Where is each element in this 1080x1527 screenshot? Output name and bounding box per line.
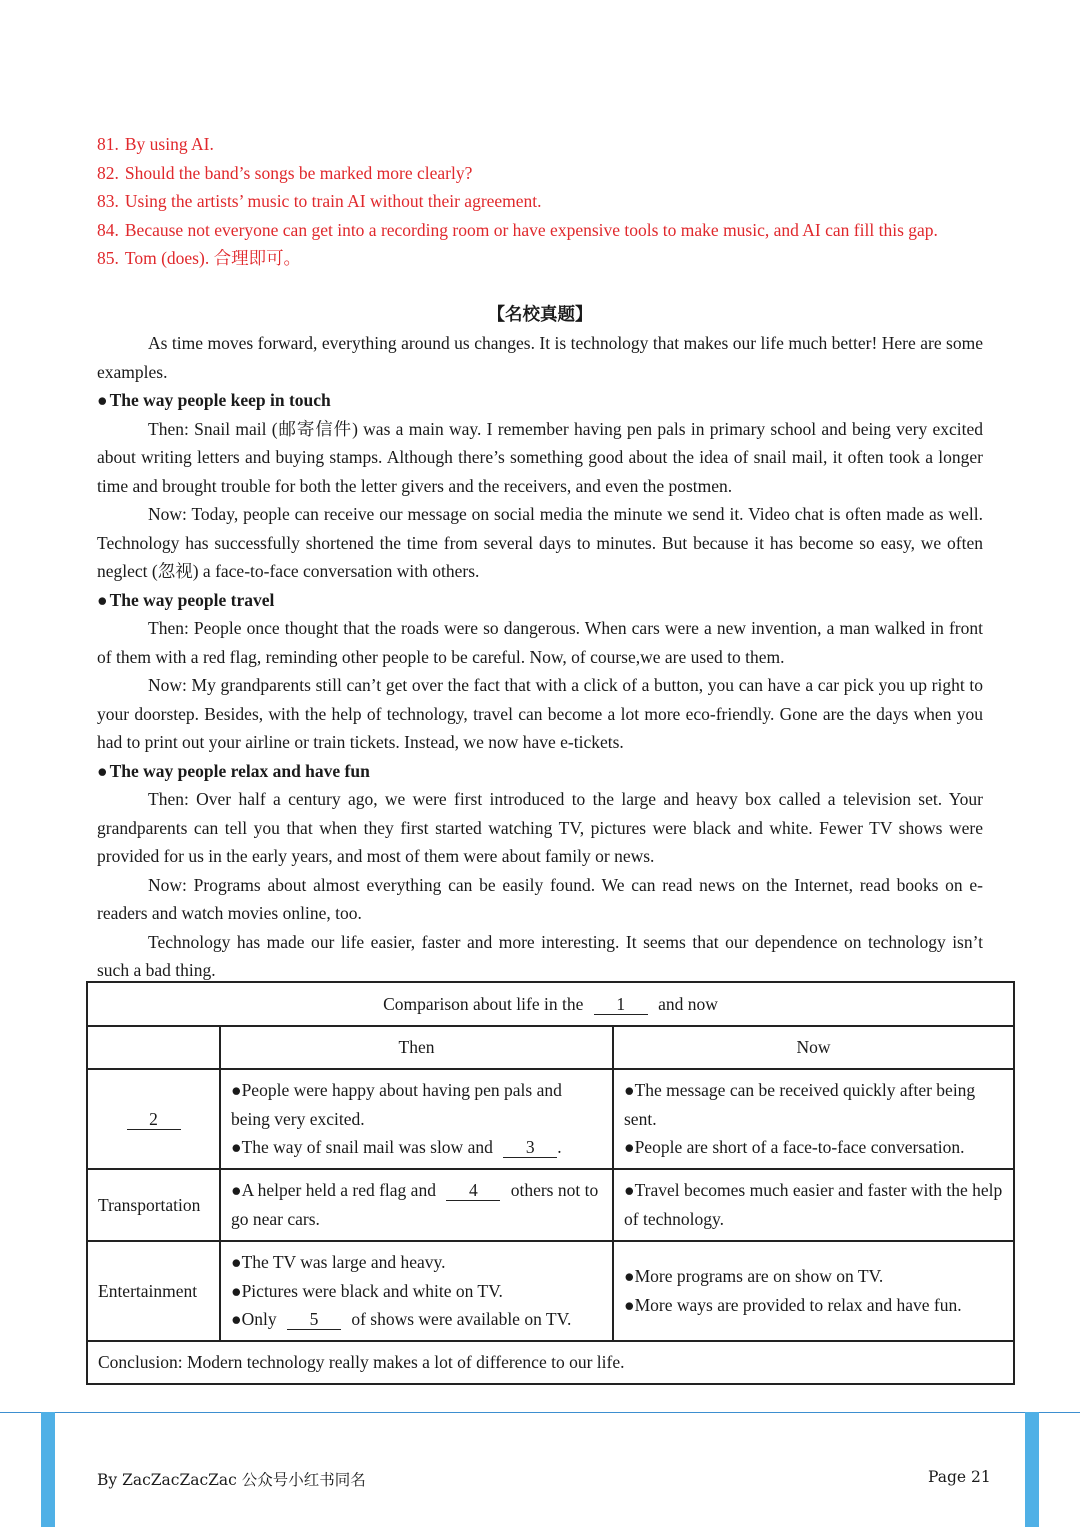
footer-left-bar [41, 1412, 55, 1527]
list-item: ●Only 5 of shows were available on TV. [231, 1309, 572, 1330]
footer-right-bar [1025, 1412, 1039, 1527]
list-item: ●The way of snail mail was slow and 3 . [231, 1137, 562, 1158]
table-row [87, 1069, 1014, 1169]
paragraph: Then: People once thought that the roads were so dangerous. When cars were a new invention, a man walked in front of them with a red flag, reminding other people to be careful. Now, of course,we are used to them. [97, 618, 983, 667]
answer-83: 83. Using the artists’ music to train AI without their agreement. [97, 191, 542, 212]
row-label [87, 1069, 220, 1169]
conclusion-paragraph: Technology has made our life easier, faster and more interesting. It seems that our dependence on technology isn’t such a bad thing. [97, 931, 983, 980]
table-title: Comparison about life in the 1 and now [87, 982, 1014, 1026]
paragraph: Now: Today, people can receive our message on social media the minute we send it. Video chat is often made as well. Technology has successfully shortened the time from several days to minutes. But because it has become so easy, we often neglect (忽视) a face-to-face conversation with others. [97, 504, 983, 581]
list-item: ●The TV was large and heavy. [231, 1252, 446, 1273]
blank-5: 5 [287, 1309, 341, 1330]
blank-2: 2 [127, 1109, 181, 1130]
now-cell [613, 1169, 1014, 1241]
subheading-travel: ● The way people travel [97, 589, 275, 610]
answer-85: 85. Tom (does). 合理即可。 [97, 248, 302, 269]
now-cell [613, 1069, 1014, 1169]
subheading-keep-in-touch: ● The way people keep in touch [97, 390, 331, 410]
list-item: ●More programs are on show on TV. [624, 1266, 884, 1287]
footer-divider [0, 1412, 1080, 1413]
page-number: Page 21 [928, 1468, 991, 1486]
answer-82: 82. Should the band’s songs be marked more clearly? [97, 162, 473, 183]
header-empty-cell [87, 1026, 220, 1069]
list-item: ●The message can be received quickly after being sent. [624, 1080, 976, 1129]
then-cell [220, 1069, 613, 1169]
subheading-relax: ● The way people relax and have fun [97, 760, 370, 781]
row-label: Entertainment [87, 1241, 220, 1341]
answer-key [97, 130, 997, 273]
table-conclusion: Conclusion: Modern technology really makes a lot of difference to our life. [87, 1341, 1014, 1384]
now-cell [613, 1241, 1014, 1341]
paragraph: Then: Over half a century ago, we were first introduced to the large and heavy box called a television set. Your grandparents can tell you that when they first started watching TV, pictures were black and white. Fewer TV shows were provided for us in the early years, and most of them were about family or news. [97, 789, 983, 866]
intro-paragraph: As time moves forward, everything around us changes. It is technology that makes our life much better! Here are some examples. [97, 333, 983, 382]
list-item: ●Pictures were black and white on TV. [231, 1280, 503, 1301]
list-item: ●A helper held a red flag and 4 others not to go near cars. [231, 1180, 599, 1229]
answer-81: 81. By using AI. [97, 134, 214, 154]
table-row [87, 1241, 1014, 1341]
header-then: Then [220, 1026, 613, 1069]
table-conclusion-row [87, 1341, 1014, 1384]
blank-4: 4 [446, 1180, 500, 1201]
table-title-row [87, 982, 1014, 1026]
paragraph: Now: My grandparents still can’t get over the fact that with a click of a button, you can have a car pick you up right to your doorstep. Besides, with the help of technology, travel can become a lot more eco-friendly. Gone are the days when you had to print out your airline or train tickets. Instead, we now have e-tickets. [97, 675, 983, 752]
list-item: ●More ways are provided to relax and have fun. [624, 1295, 962, 1315]
reading-passage [97, 299, 983, 985]
header-now: Now [613, 1026, 1014, 1069]
row-label: Transportation [87, 1169, 220, 1241]
comparison-table [86, 981, 1015, 1385]
section-heading: 【名校真题】 [487, 304, 593, 324]
blank-3: 3 [503, 1137, 557, 1158]
list-item: ●People are short of a face-to-face conversation. [624, 1137, 965, 1158]
list-item: ●People were happy about having pen pals and being very excited. [231, 1080, 562, 1129]
then-cell [220, 1169, 613, 1241]
footer-credit: By ZacZacZacZac 公众号小红书同名 [97, 1471, 366, 1489]
table-header-row [87, 1026, 1014, 1069]
list-item: ●Travel becomes much easier and faster with the help of technology. [624, 1180, 1003, 1229]
then-cell [220, 1241, 613, 1341]
paragraph: Now: Programs about almost everything can be easily found. We can read news on the Internet, read books on e-readers and watch movies online, too. [97, 874, 983, 923]
blank-1: 1 [594, 994, 648, 1015]
answer-84: 84. Because not everyone can get into a recording room or have expensive tools to make music, and AI can fill this gap. [97, 219, 938, 240]
paragraph: Then: Snail mail (邮寄信件) was a main way. I remember having pen pals in primary school and being very excited about writing letters and buying stamps. Although there’s something good about the idea of snail mail, it often took a longer time and brought trouble for both the letter givers and the receivers, and even the postmen. [97, 418, 983, 496]
table-row [87, 1169, 1014, 1241]
